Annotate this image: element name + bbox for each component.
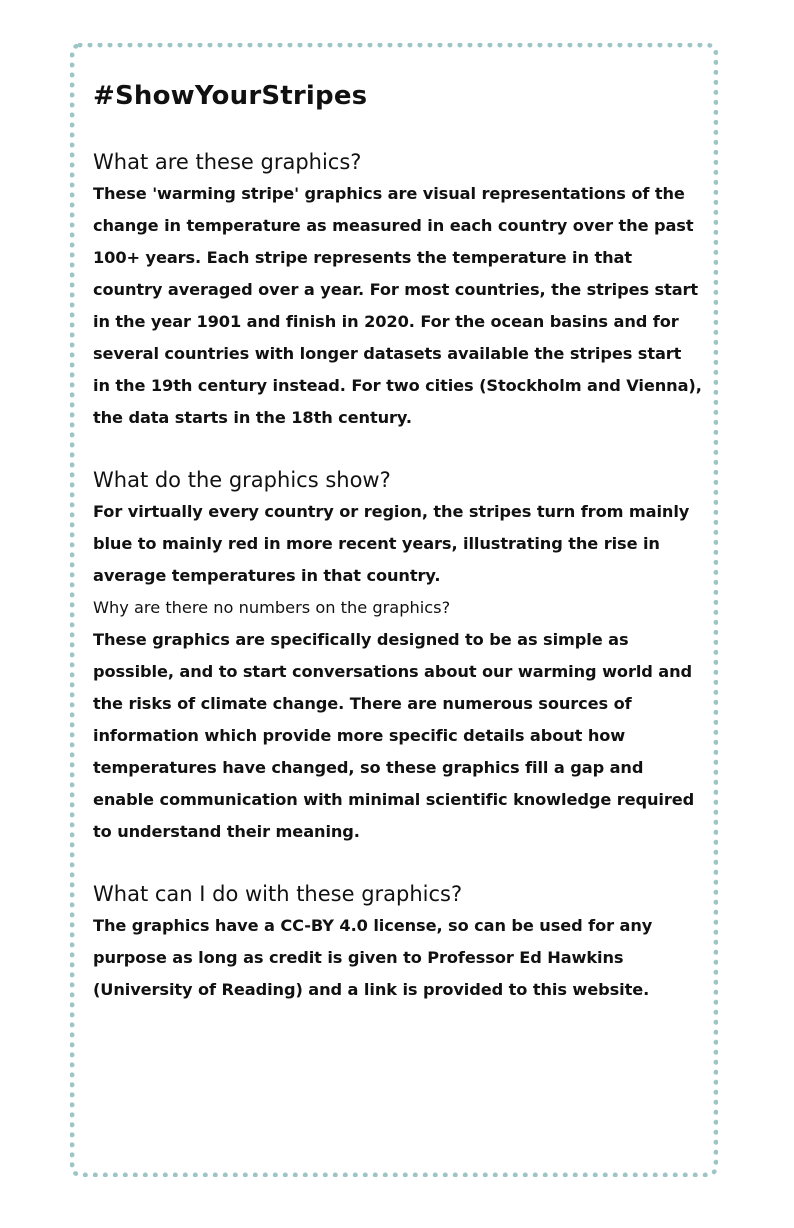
section-body-what-show: For virtually every country or region, the stripes turn from mainly blue to mainly red in more recent years, illustrating the rise in average temperatures in that country. [93, 502, 690, 585]
section-body-what-are: These 'warming stripe' graphics are visual representations of the change in temperature as measured in each country over the past 100+ years. Each stripe represents the temperature in that country averaged over a year. For most countries, the stripes start in the year 1901 and finish in 2020. For the ocean basins and for several countries with longer datasets available the stripes start in the 19th century instead. For two cities (Stockholm and Vienna), the data starts in the 18th century. [93, 184, 702, 427]
section-spacer [93, 434, 703, 464]
section-heading-what-show: What do the graphics show? [93, 468, 391, 492]
section-spacer [93, 848, 703, 878]
card-content [93, 76, 703, 1006]
section-subheading-no-numbers: Why are there no numbers on the graphics? [93, 598, 451, 617]
section-body-no-numbers: These graphics are specifically designed to be as simple as possible, and to start conversations about our warming world and the risks of climate change. There are numerous sources of information which provide more specific details about how temperatures have changed, so these graphics fill a gap and enable communication with minimal scientific knowledge required to understand their meaning. [93, 630, 695, 841]
section-heading-what-are: What are these graphics? [93, 150, 362, 174]
section-heading-what-can: What can I do with these graphics? [93, 882, 463, 906]
section-body-what-can: The graphics have a CC-BY 4.0 license, so can be used for any purpose as long as credit is given to Professor Ed Hawkins (University of Reading) and a link is provided to this website. [93, 916, 653, 999]
info-card [70, 43, 718, 1177]
page-title: #ShowYourStripes [93, 81, 368, 111]
